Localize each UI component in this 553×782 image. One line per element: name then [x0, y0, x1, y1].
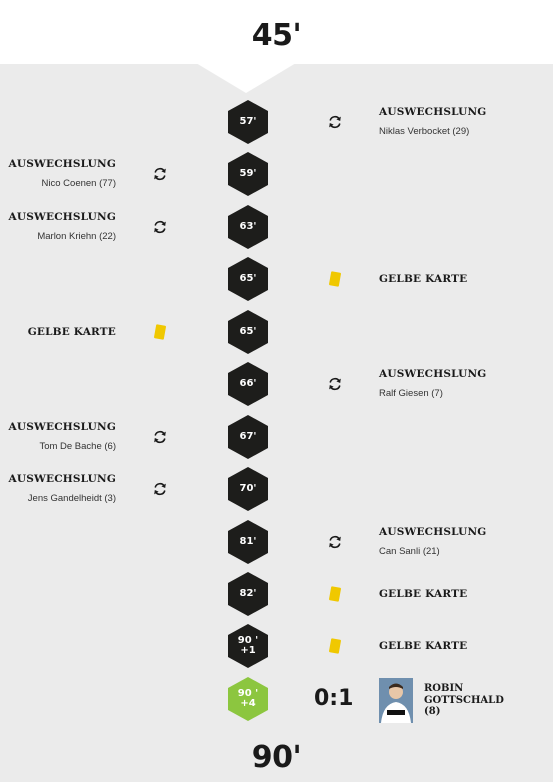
- minute-marker[interactable]: [228, 362, 268, 406]
- event-player[interactable]: Jens Gandelheidt (3): [27, 493, 116, 504]
- event-minute: 57': [239, 116, 257, 127]
- minute-marker[interactable]: [228, 520, 268, 564]
- minute-marker[interactable]: [228, 624, 268, 668]
- event-title: AUSWECHSLUNG: [8, 473, 116, 485]
- event-player[interactable]: Tom De Bache (6): [39, 441, 116, 452]
- event-title: AUSWECHSLUNG: [8, 211, 116, 223]
- player-photo: [379, 678, 413, 723]
- goal-scorer-name[interactable]: [424, 683, 504, 718]
- substitution-icon: [327, 534, 343, 550]
- substitution-icon: [152, 219, 168, 235]
- event-player[interactable]: Marlon Kriehn (22): [37, 231, 116, 242]
- minute-marker[interactable]: [228, 310, 268, 354]
- event-minute: 65': [239, 326, 257, 337]
- event-title: GELBE KARTE: [379, 273, 468, 285]
- event-player[interactable]: Nico Coenen (77): [41, 178, 116, 189]
- minute-marker[interactable]: [228, 205, 268, 249]
- minute-marker[interactable]: [228, 467, 268, 511]
- goal-scorer-number: (8): [424, 706, 441, 717]
- event-title: AUSWECHSLUNG: [8, 158, 116, 170]
- event-title: AUSWECHSLUNG: [8, 421, 116, 433]
- event-player[interactable]: Niklas Verbocket (29): [379, 126, 470, 137]
- event-minute: 66': [239, 378, 257, 389]
- event-minute: 65': [239, 273, 257, 284]
- minute-marker[interactable]: [228, 100, 268, 144]
- event-minute: 81': [239, 536, 257, 547]
- goal-scorer-first-name: ROBIN: [424, 683, 464, 694]
- event-title: GELBE KARTE: [379, 640, 468, 652]
- event-title: AUSWECHSLUNG: [379, 526, 487, 538]
- event-minute: 59': [239, 168, 257, 179]
- substitution-icon: [152, 166, 168, 182]
- event-player[interactable]: Ralf Giesen (7): [379, 388, 443, 399]
- goal-scorer-last-name: GOTTSCHALD: [424, 694, 504, 706]
- event-minute: 67': [239, 431, 257, 442]
- end-minute: 90': [251, 740, 302, 775]
- goal-minute-marker[interactable]: [228, 677, 268, 721]
- yellow-card-icon: [329, 271, 341, 287]
- minute-marker[interactable]: [228, 257, 268, 301]
- event-minute: 63': [239, 221, 257, 232]
- event-title: GELBE KARTE: [27, 326, 116, 338]
- event-player[interactable]: Can Sanli (21): [379, 546, 440, 557]
- yellow-card-icon: [154, 324, 166, 340]
- start-minute: 45': [251, 18, 302, 53]
- minute-marker[interactable]: [228, 152, 268, 196]
- header-pointer: [0, 63, 553, 95]
- substitution-icon: [327, 376, 343, 392]
- substitution-icon: [152, 429, 168, 445]
- score: 0:1: [314, 686, 354, 711]
- yellow-card-icon: [329, 638, 341, 654]
- minute-marker[interactable]: [228, 415, 268, 459]
- event-title: AUSWECHSLUNG: [379, 368, 487, 380]
- yellow-card-icon: [329, 586, 341, 602]
- event-title: GELBE KARTE: [379, 588, 468, 600]
- substitution-icon: [152, 481, 168, 497]
- event-minute: 82': [239, 588, 257, 599]
- goal-minute-extra: +4: [240, 698, 256, 709]
- substitution-icon: [327, 114, 343, 130]
- event-title: AUSWECHSLUNG: [379, 106, 487, 118]
- event-minute-extra: +1: [240, 645, 256, 656]
- event-minute: 90 ': [237, 635, 259, 646]
- minute-marker[interactable]: [228, 572, 268, 616]
- goal-minute: 90 ': [237, 688, 259, 699]
- event-minute: 70': [239, 483, 257, 494]
